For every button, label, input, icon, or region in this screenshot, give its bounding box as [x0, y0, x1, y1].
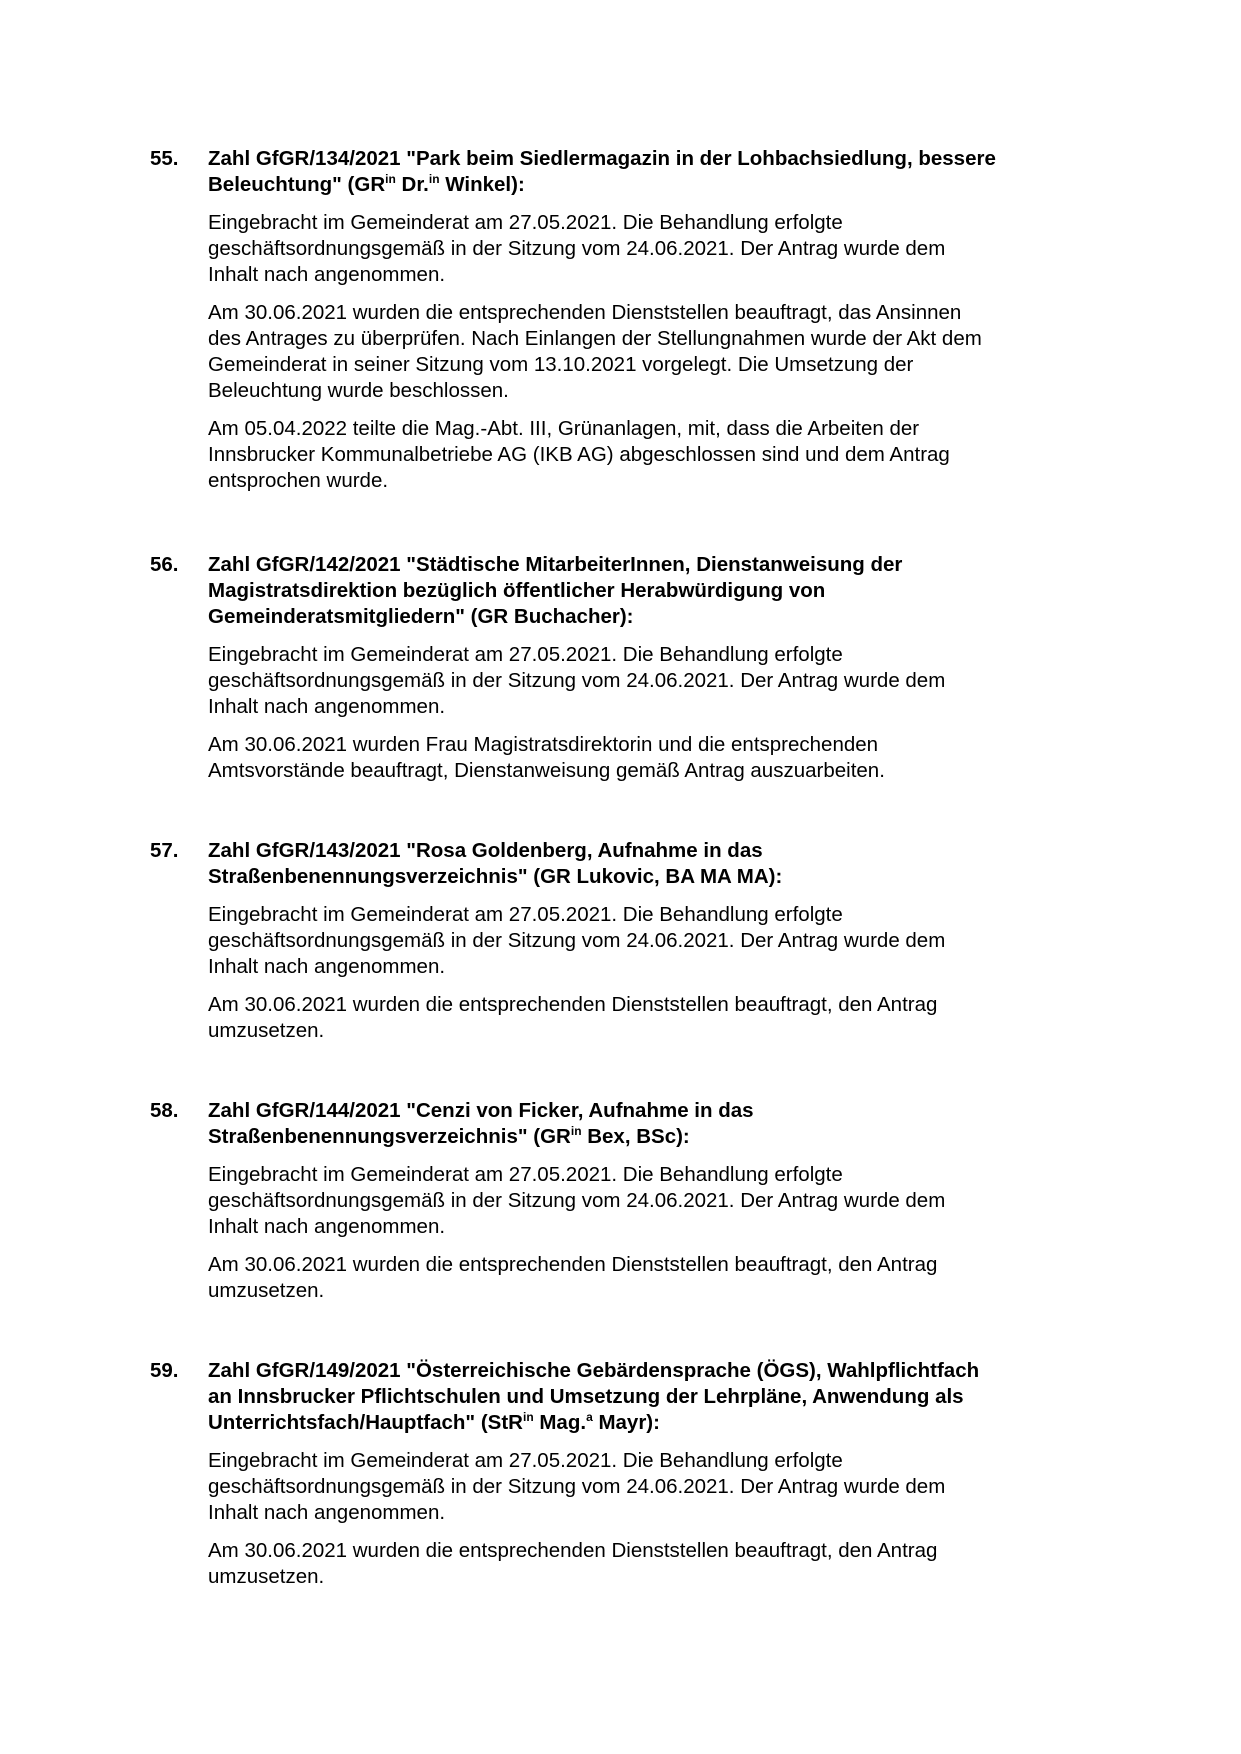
paragraph-line: Inhalt nach angenommen. [208, 1215, 446, 1238]
title-line: Gemeinderatsmitgliedern" (GR Buchacher): [208, 605, 634, 628]
paragraph [208, 902, 1110, 980]
title-line: Zahl GfGR/144/2021 "Cenzi von Ficker, Aufnahme in das [208, 1099, 754, 1122]
paragraph [208, 1162, 1110, 1240]
paragraph-line: Eingebracht im Gemeinderat am 27.05.2021. Die Behandlung erfolgte [208, 211, 843, 234]
paragraph [208, 416, 1110, 494]
paragraph-line: Inhalt nach angenommen. [208, 263, 446, 286]
paragraph-line: Inhalt nach angenommen. [208, 1501, 446, 1524]
paragraph-line: geschäftsordnungsgemäß in der Sitzung vom 24.06.2021. Der Antrag wurde dem [208, 237, 946, 260]
paragraph [208, 210, 1110, 288]
title-line: Zahl GfGR/149/2021 "Österreichische Gebärdensprache (ÖGS), Wahlpflichtfach [208, 1359, 980, 1382]
title-text: Bex, BSc): [581, 1125, 690, 1148]
title-line [208, 172, 1110, 198]
paragraph-line: Innsbrucker Kommunalbetriebe AG (IKB AG) abgeschlossen sind und dem Antrag [208, 443, 950, 466]
paragraph-line: Am 30.06.2021 wurden die entsprechenden Dienststellen beauftragt, den Antrag [208, 1253, 938, 1276]
title-line: an Innsbrucker Pflichtschulen und Umsetzung der Lehrpläne, Anwendung als [208, 1385, 964, 1408]
entry-title [208, 552, 1110, 630]
title-line [208, 1410, 1110, 1436]
entry-number: 59. [150, 1359, 179, 1382]
title-line [208, 1124, 1110, 1150]
superscript: in [570, 1124, 582, 1139]
title-text: Mag. [533, 1411, 587, 1434]
entry-number: 56. [150, 553, 179, 576]
paragraph [208, 1448, 1110, 1526]
paragraph-line: Gemeinderat in seiner Sitzung vom 13.10.2021 vorgelegt. Die Umsetzung der [208, 353, 914, 376]
paragraph-line: geschäftsordnungsgemäß in der Sitzung vom 24.06.2021. Der Antrag wurde dem [208, 1475, 946, 1498]
entry-56 [150, 552, 1110, 784]
paragraph-line: Inhalt nach angenommen. [208, 695, 446, 718]
entry-title [208, 1098, 1110, 1150]
paragraph-line: geschäftsordnungsgemäß in der Sitzung vom 24.06.2021. Der Antrag wurde dem [208, 1189, 946, 1212]
entry-number: 55. [150, 147, 179, 170]
paragraph-line: umzusetzen. [208, 1019, 325, 1042]
superscript: in [428, 172, 440, 187]
paragraph [208, 992, 1110, 1044]
paragraph [208, 1538, 1110, 1590]
paragraph-line: Am 30.06.2021 wurden die entsprechenden Dienststellen beauftragt, das Ansinnen [208, 301, 962, 324]
superscript: in [385, 172, 396, 187]
title-line: Straßenbenennungsverzeichnis" (GR Lukovic, BA MA MA): [208, 865, 783, 888]
title-text: Mayr): [592, 1411, 660, 1434]
paragraph-line: Eingebracht im Gemeinderat am 27.05.2021. Die Behandlung erfolgte [208, 643, 843, 666]
entry-55 [150, 146, 1110, 494]
entry-58 [150, 1098, 1110, 1304]
paragraph-line: Am 30.06.2021 wurden die entsprechenden Dienststellen beauftragt, den Antrag [208, 1539, 938, 1562]
paragraph-line: geschäftsordnungsgemäß in der Sitzung vom 24.06.2021. Der Antrag wurde dem [208, 929, 946, 952]
paragraph-line: Am 30.06.2021 wurden die entsprechenden Dienststellen beauftragt, den Antrag [208, 993, 938, 1016]
paragraph-line: Eingebracht im Gemeinderat am 27.05.2021. Die Behandlung erfolgte [208, 903, 843, 926]
superscript: in [522, 1410, 534, 1425]
entry-title [208, 838, 1110, 890]
title-text: Winkel): [439, 173, 525, 196]
paragraph [208, 300, 1110, 404]
title-line: Zahl GfGR/134/2021 "Park beim Siedlermagazin in der Lohbachsiedlung, bessere [208, 147, 996, 170]
entry-title [208, 146, 1110, 198]
paragraph-line: Amtsvorstände beauftragt, Dienstanweisung gemäß Antrag auszuarbeiten. [208, 759, 885, 782]
entry-number: 57. [150, 839, 179, 862]
title-line: Magistratsdirektion bezüglich öffentlicher Herabwürdigung von [208, 579, 826, 602]
paragraph-line: Am 05.04.2022 teilte die Mag.-Abt. III, Grünanlagen, mit, dass die Arbeiten der [208, 417, 920, 440]
paragraph-line: umzusetzen. [208, 1565, 325, 1588]
paragraph-line: Eingebracht im Gemeinderat am 27.05.2021. Die Behandlung erfolgte [208, 1163, 843, 1186]
entry-number: 58. [150, 1099, 179, 1122]
title-text: Straßenbenennungsverzeichnis" (GR [208, 1125, 571, 1148]
paragraph [208, 732, 1110, 784]
entry-59 [150, 1358, 1110, 1590]
paragraph-line: geschäftsordnungsgemäß in der Sitzung vom 24.06.2021. Der Antrag wurde dem [208, 669, 946, 692]
title-line: Zahl GfGR/143/2021 "Rosa Goldenberg, Aufnahme in das [208, 839, 763, 862]
paragraph-line: umzusetzen. [208, 1279, 325, 1302]
title-text: Dr. [395, 173, 429, 196]
paragraph-line: Beleuchtung wurde beschlossen. [208, 379, 509, 402]
paragraph-line: Eingebracht im Gemeinderat am 27.05.2021. Die Behandlung erfolgte [208, 1449, 843, 1472]
paragraph [208, 1252, 1110, 1304]
superscript: a [586, 1410, 593, 1425]
paragraph-line: Am 30.06.2021 wurden Frau Magistratsdirektorin und die entsprechenden [208, 733, 879, 756]
paragraph-line: Inhalt nach angenommen. [208, 955, 446, 978]
title-line: Zahl GfGR/142/2021 "Städtische MitarbeiterInnen, Dienstanweisung der [208, 553, 903, 576]
title-text: Beleuchtung" (GR [208, 173, 386, 196]
title-text: Unterrichtsfach/Hauptfach" (StR [208, 1411, 523, 1434]
paragraph-line: entsprochen wurde. [208, 469, 389, 492]
entry-title [208, 1358, 1110, 1436]
paragraph [208, 642, 1110, 720]
paragraph-line: des Antrages zu überprüfen. Nach Einlangen der Stellungnahmen wurde der Akt dem [208, 327, 982, 350]
entry-57 [150, 838, 1110, 1044]
